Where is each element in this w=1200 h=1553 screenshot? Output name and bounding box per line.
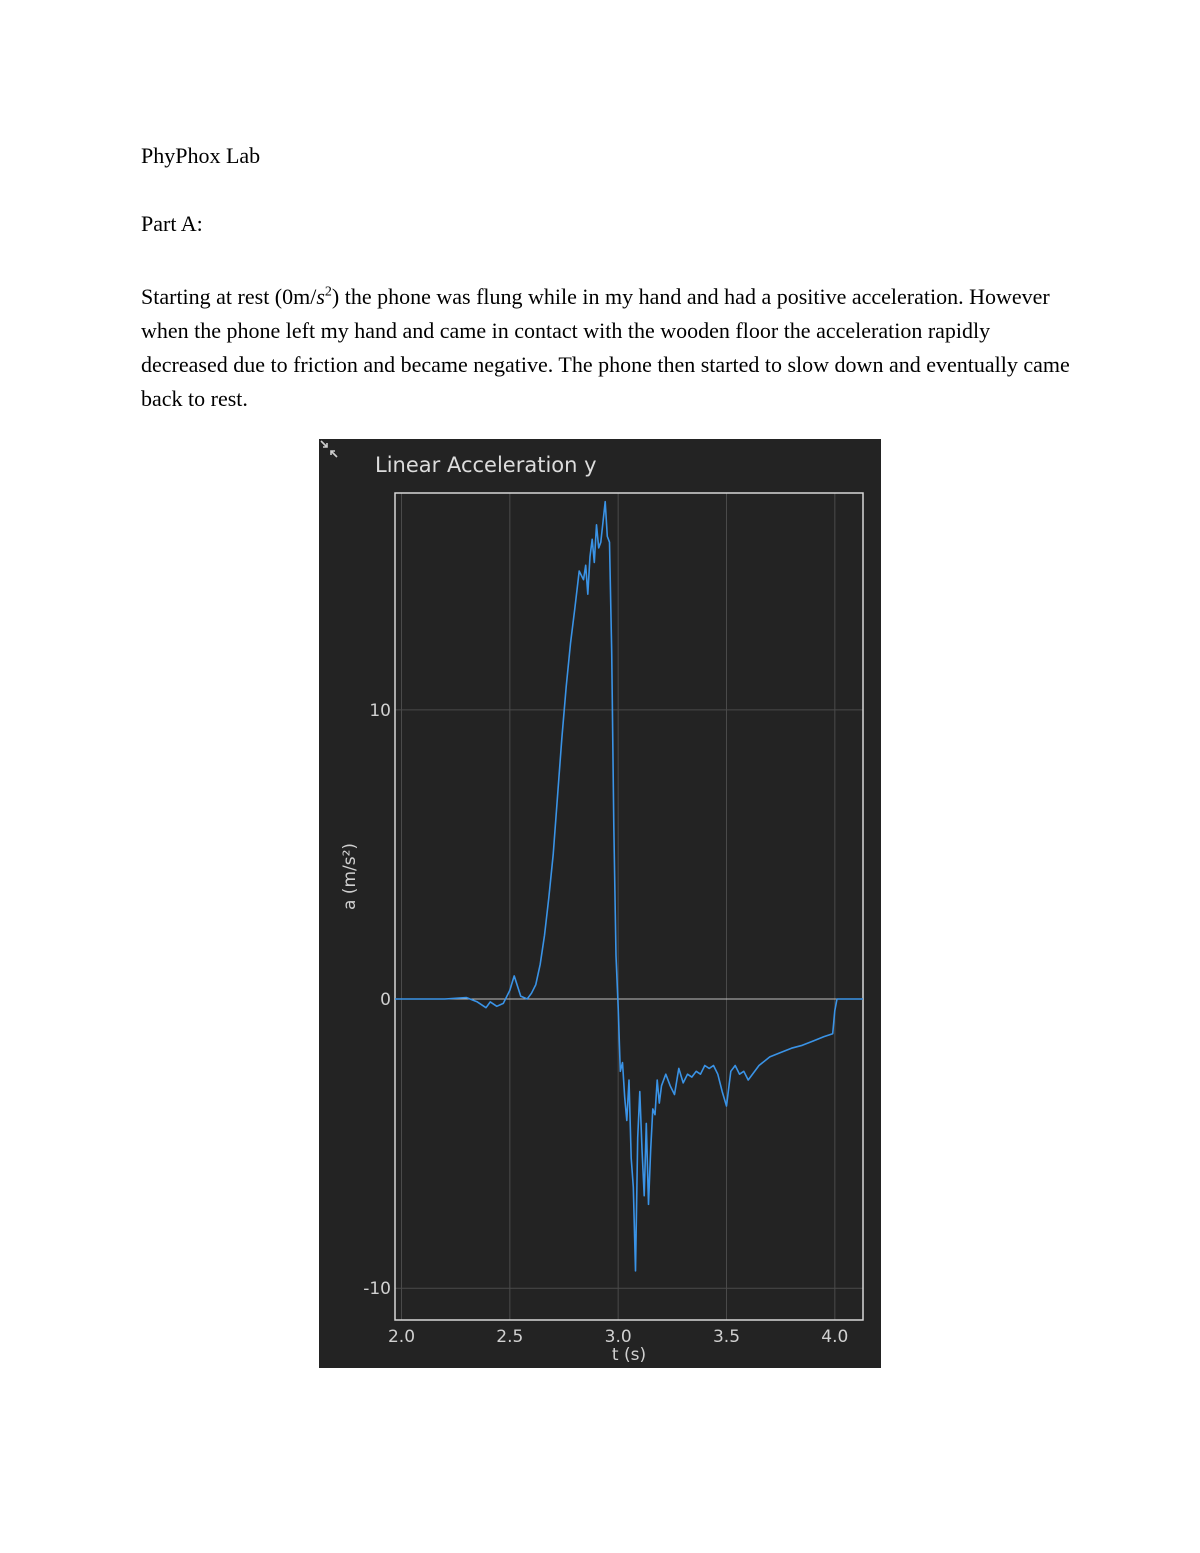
document-title: PhyPhox Lab bbox=[141, 143, 261, 168]
x-axis-label: t (s) bbox=[611, 1345, 647, 1365]
unit-seconds: s bbox=[316, 284, 325, 309]
section-heading: Part A: bbox=[141, 211, 203, 236]
acceleration-chart bbox=[319, 439, 881, 1368]
series-line-a_y bbox=[395, 502, 863, 1271]
chart-title: Linear Acceleration y bbox=[375, 453, 597, 477]
paragraph-rest: ) the phone was flung while in my hand and had a positive acceleration. However when the phone left my hand and came in contact with the wooden floor the acceleration rapidly decreased due to friction and became negative. The phone then started to slow down and eventually came back to rest. bbox=[141, 284, 1070, 411]
x-tick-label: 3.0 bbox=[604, 1327, 632, 1347]
y-tick-label: 0 bbox=[380, 990, 391, 1011]
y-tick-label: -10 bbox=[363, 1279, 391, 1300]
collapse-arrows-icon[interactable] bbox=[319, 439, 339, 459]
unit-exponent: 2 bbox=[324, 284, 332, 300]
phyphox-screenshot bbox=[319, 439, 881, 1368]
paragraph-start: Starting at rest (0m/ bbox=[141, 284, 317, 309]
x-tick-label: 2.5 bbox=[496, 1327, 524, 1347]
y-axis-label: a (m/s²) bbox=[340, 842, 360, 911]
y-tick-label: 10 bbox=[369, 700, 391, 721]
plot-frame bbox=[395, 493, 863, 1320]
body-paragraph bbox=[141, 280, 1071, 416]
x-tick-label: 3.5 bbox=[712, 1327, 741, 1347]
x-tick-label: 4.0 bbox=[821, 1327, 849, 1347]
x-tick-label: 2.0 bbox=[387, 1327, 416, 1347]
